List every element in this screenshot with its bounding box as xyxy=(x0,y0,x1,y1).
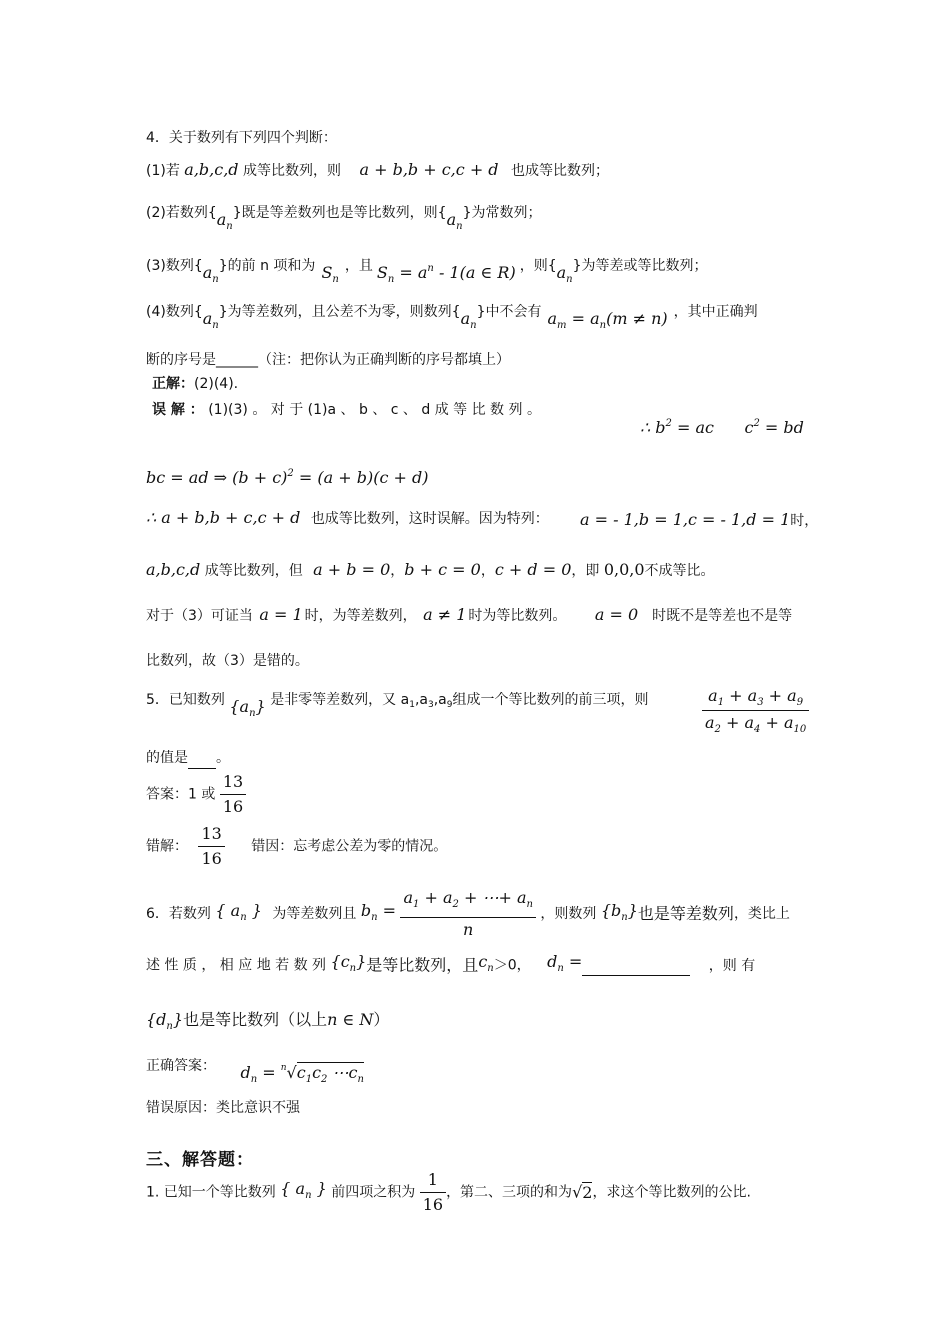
q6-correct: 正确答案： $d_n = ^n√c_1c_2$ $\cdots c_n$ xyxy=(146,1058,364,1085)
q4-formula-bc-ad: bc = ad ⇒ $(b + c)^2 = (a + b)(c + d)$ xyxy=(146,468,429,487)
section-heading: 三、解答题： xyxy=(146,1150,254,1170)
q4-special-case: a = - 1,b = 1,c = - 1,d = 1时， xyxy=(580,510,819,529)
section3-problem-1: 1. 已知一个等比数列 { $a_n$ } 前四项之积为 $\frac{1}{16}$ ，第二、三项的和为√2，求这个等比数列的公比. xyxy=(146,1170,751,1214)
q6-wrong-reason: 错误原因：类比意识不强 xyxy=(146,1100,300,1116)
q4-line-b: a,b,c,d 成等比数列，但 a + b = 0，b + c = 0，c + d = 0，即 0,0,0不成等比。 xyxy=(146,560,715,579)
q6-line3: $\{d_n\}$也是等比数列（以上n ∈ N） xyxy=(146,1010,390,1032)
q4-statement-4: (4)数列$\{a_n\}$为等差数列，且公差不为零，则数列$\{a_n\}$中不会有 $a_m = a_n(m \ne n)$ ，其中正确判 xyxy=(146,304,758,331)
q4-statement-2: (2)若数列$\{a_n\}$既是等差数列也是等比数列，则$\{a_n\}$为常数列； xyxy=(146,205,542,232)
q4-statement-5: 断的序号是______（注：把你认为正确判断的序号都填上） xyxy=(146,352,510,368)
q6-title: 6．若数列 { $a_n$ } 为等差数列且 $b_n$ = $\frac{a_1 + a_2 + \cdots+ a_n}{n}$ ，则数列 $\{b_n\}$也是等差数列，类比上 xyxy=(146,888,790,939)
q4-line-c: 对于（3）可证当 a = 1 时，为等差数列， a ≠ 1 时为等比数列。 a = 0 时既不是等差也不是等 xyxy=(146,605,793,624)
q4-correct-answer: 正解：(2)(4). xyxy=(152,376,239,392)
q5-answer: 答案：1 或 $\frac{13}{16}$ xyxy=(146,772,246,817)
q4-line-d: 比数列，故（3）是错的。 xyxy=(146,653,309,669)
q4-formula-b2-ac: ∴ $b^2$ = ac $c^2$ = bd xyxy=(640,418,804,437)
q5-wrong: 错解： $\frac{13}{16}$ 错因：忘考虑公差为零的情况。 xyxy=(146,824,448,868)
q4-statement-1: (1)若 a,b,c,d 成等比数列，则 a + b,b + c,c + d 也成等比数列； xyxy=(146,160,609,179)
q4-wrong-answer: 误 解 ： (1)(3) 。 对 于 (1)a 、 b 、 c 、 d 成 等 比 数 列 。 xyxy=(152,402,541,418)
q5-line2: 的值是 。 xyxy=(146,748,230,769)
q5-fraction: $\frac{a_1 + a_3 + a_9}{a_2 + a_4 + a_{10}}$ xyxy=(702,686,809,735)
q4-line-a: ∴ a + b,b + c,c + d 也成等比数列，这时误解。因为特列： xyxy=(146,508,549,527)
q5-title: 5．已知数列 $\{a_n\}$ 是非零等差数列，又 $a_1,a_3,a_9$组成一个等比数列的前三项，则 xyxy=(146,692,649,719)
q4-statement-3: (3)数列$\{a_n\}$的前 n 项和为 $S_n$，且 $S_n = a^n - 1(a$ ∈ R) ，则$\{a_n\}$为等差或等比数列； xyxy=(146,258,708,285)
q6-line2: 述 性 质 ， 相 应 地 若 数 列 $\{c_n\}$是等比数列，且$c_n>0$， $d_n$ = ，则 有 xyxy=(146,952,756,975)
q4-title: 4．关于数列有下列四个判断： xyxy=(146,130,337,146)
